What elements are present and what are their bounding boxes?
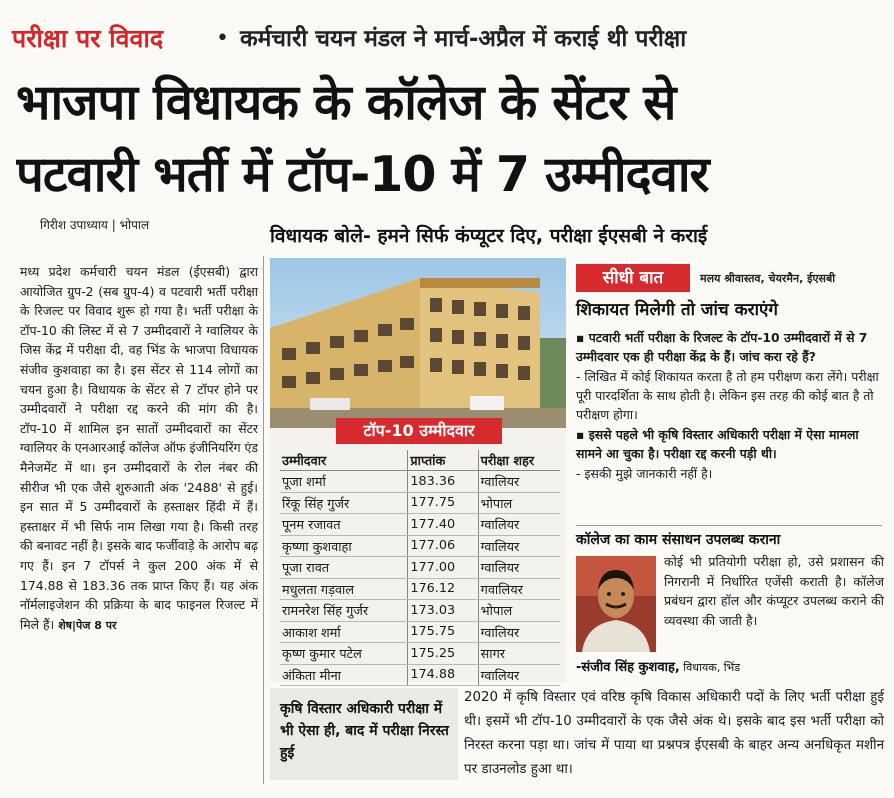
header-score: प्राप्तांक: [408, 450, 478, 471]
table-header-row: [280, 450, 560, 471]
related-story-text: 2020 में कृषि विस्तार एवं वरिष्ठ कृषि विकास अधिकारी पदों के लिए भर्ती परीक्षा हुई थी। इसमें भी टॉप-10 उम्मीदवारों के एक जैसे अंक थे। इसके बाद इस भर्ती परीक्षा को निरस्त करना पड़ा था। जांच में पाया था प्रश्नपत्र ईएसबी के बाहर अन्य अनधिकृत मशीन पर डाउनलोड हुआ था।: [464, 690, 884, 777]
continued-note: शेष|पेज 8 पर: [58, 618, 117, 632]
college-headline: कॉलेज का काम संसाधन उपलब्ध कराना: [576, 532, 781, 548]
mla-quote: कोई भी प्रतियोगी परीक्षा हो, उसे प्रशासन की निगरानी में निर्धारित एजेंसी कराती है। कॉलेज प्रबंधन द्वारा हॉल और कंप्यूटर उपलब्ध कराने की व्यवस्था की जाती है।: [664, 554, 884, 628]
candidate-name: कृष्ण कुमार पटेल: [280, 643, 408, 665]
sub-headline: विधायक बोले- हमने सिर्फ कंप्यूटर दिए, परीक्षा ईएसबी ने कराई: [270, 225, 708, 247]
byline: गिरीश उपाध्याय | भोपाल: [40, 218, 150, 232]
candidate-score: 177.75: [408, 492, 478, 514]
candidate-name: आकाश शर्मा: [280, 621, 408, 643]
panel-separator: [576, 525, 882, 526]
interview-headline: शिकायत मिलेगी तो जांच कराएंगे: [576, 300, 779, 320]
candidate-city: गवालियर: [478, 578, 560, 600]
table-row: [280, 557, 560, 579]
table-row: [280, 578, 560, 600]
candidate-city: ग्वालियर: [478, 664, 560, 686]
candidate-name: पूजा रावत: [280, 557, 408, 579]
table-row: [280, 471, 560, 493]
top10-title: टॉप-10 उम्मीदवार: [336, 418, 502, 444]
candidate-score: 177.00: [408, 557, 478, 579]
candidate-score: 176.12: [408, 578, 478, 600]
table-row: [280, 643, 560, 665]
candidate-city: ग्वालियर: [478, 621, 560, 643]
candidate-score: 175.25: [408, 643, 478, 665]
candidate-score: 177.40: [408, 514, 478, 536]
candidate-name: पूजा शर्मा: [280, 471, 408, 493]
college-building-photo: [270, 258, 566, 428]
answer-2: - इसकी मुझे जानकारी नहीं है।: [576, 466, 713, 481]
bullet-separator: •: [216, 26, 229, 51]
candidate-city: सागर: [478, 643, 560, 665]
candidate-name: रिंकू सिंह गुर्जर: [280, 492, 408, 514]
candidate-score: 174.88: [408, 664, 478, 686]
table-row: [280, 621, 560, 643]
table-row: [280, 535, 560, 557]
candidate-name: कृष्णा कुशवाहा: [280, 535, 408, 557]
quote-author-role: विधायक, भिंड: [679, 661, 741, 674]
article-body: [20, 262, 258, 772]
candidate-city: ग्वालियर: [478, 557, 560, 579]
top10-table: [280, 450, 560, 686]
section-tag: परीक्षा पर विवाद: [12, 24, 164, 53]
candidate-score: 183.36: [408, 471, 478, 493]
answer-1: - लिखित में कोई शिकायत करता है तो हम परीक्षण करा लेंगे। परीक्षा पूरी पारदर्शिता के साथ होती है। लेकिन इस तरह की कोई बात है तो परीक्षण होगा।: [576, 369, 879, 422]
header-city: परीक्षा शहर: [478, 450, 560, 471]
table-row: [280, 514, 560, 536]
candidate-city: ग्वालियर: [478, 514, 560, 536]
table-row: [280, 600, 560, 622]
sidhi-baat-label: सीधी बात: [576, 264, 690, 292]
related-story-label: कृषि विस्तार अधिकारी परीक्षा में भी ऐसा ही, बाद में परीक्षा निरस्त हुई: [270, 688, 458, 780]
question-1: ▪ पटवारी भर्ती परीक्षा के रिजल्ट के टॉप-10 उम्मीदवारों में से 7 उम्मीदवार एक ही परीक्षा केंद्र के हैं। जांच करा रहे हैं?: [576, 330, 868, 364]
headline-line-1: भाजपा विधायक के कॉलेज के सेंटर से: [16, 74, 676, 131]
table-row: [280, 664, 560, 686]
candidate-city: ग्वालियर: [478, 471, 560, 493]
candidate-name: अंकिता मीना: [280, 664, 408, 686]
interview-qa: [576, 328, 882, 484]
candidate-city: भोपाल: [478, 492, 560, 514]
header-candidate: उम्मीदवार: [280, 450, 408, 471]
question-2: ▪ इससे पहले भी कृषि विस्तार अधिकारी परीक्षा में ऐसा मामला सामने आ चुका है। परीक्षा रद्द करनी पड़ी थी।: [576, 427, 859, 461]
quote-author: -संजीव सिंह कुशवाह,: [576, 660, 680, 675]
candidate-score: 177.06: [408, 535, 478, 557]
candidate-city: भोपाल: [478, 600, 560, 622]
candidate-score: 175.75: [408, 621, 478, 643]
candidate-name: रामनरेश सिंह गुर्जर: [280, 600, 408, 622]
interviewee-name: मलय श्रीवास्तव, चेयरमैन, ईएसबी: [700, 272, 836, 285]
candidate-name: पूनम रजावत: [280, 514, 408, 536]
headline-line-2: पटवारी भर्ती में टॉप-10 में 7 उम्मीदवार: [16, 146, 709, 203]
quote-attribution: [576, 658, 886, 678]
article-body-text: मध्य प्रदेश कर्मचारी चयन मंडल (ईएसबी) द्वारा आयोजित ग्रुप-2 (सब ग्रुप-4) व पटवारी भर्ती परीक्षा के रिजल्ट पर विवाद शुरू हो गया है। भर्ती परीक्षा के टॉप-10 की लिस्ट में से 7 उम्मीदवारों ने ग्वालियर के जिस केंद्र में परीक्षा दी, वह भिंड के भाजपा विधायक संजीव कुशवाहा का है। इस सेंटर से 114 लोगों का चयन हुआ है। विधायक के सेंटर से 7 टॉपर होने पर उम्मीदवारों ने परीक्षा रद्द करने की मांग की है। टॉप-10 में शामिल इन सातों उम्मीदवारों का सेंटर ग्वालियर के एनआरआई कॉलेज ऑफ इंजीनियरिंग एंड मैनेजमेंट में था। इन उम्मीदवारों के रोल नंबर की सीरीज भी एक जैसे शुरुआती अंक '2488' से हुई। इन सात में 5 उम्मीदवारों के हस्ताक्षर हिंदी में हैं। हस्ताक्षर में भी सिर्फ नाम लिखा गया है। किसी तरह की बनावट नहीं है। इसके बाद फर्जीवाड़े के आरोप बढ़ गए हैं। इन 7 टॉपर्स ने कुल 200 अंक में से 174.88 से 183.36 तक प्राप्त किए हैं। यह अंक नॉर्मलाइजेशन की प्रक्रिया के बाद फाइनल रिजल्ट में मिले हैं।: [20, 264, 258, 632]
mla-portrait-photo: [576, 556, 656, 652]
kicker: कर्मचारी चयन मंडल ने मार्च-अप्रैल में कराई थी परीक्षा: [240, 26, 687, 52]
table-row: [280, 492, 560, 514]
candidate-score: 173.03: [408, 600, 478, 622]
candidate-city: ग्वालियर: [478, 535, 560, 557]
column-divider: [263, 256, 264, 784]
candidate-name: मधुलता गड़वाल: [280, 578, 408, 600]
